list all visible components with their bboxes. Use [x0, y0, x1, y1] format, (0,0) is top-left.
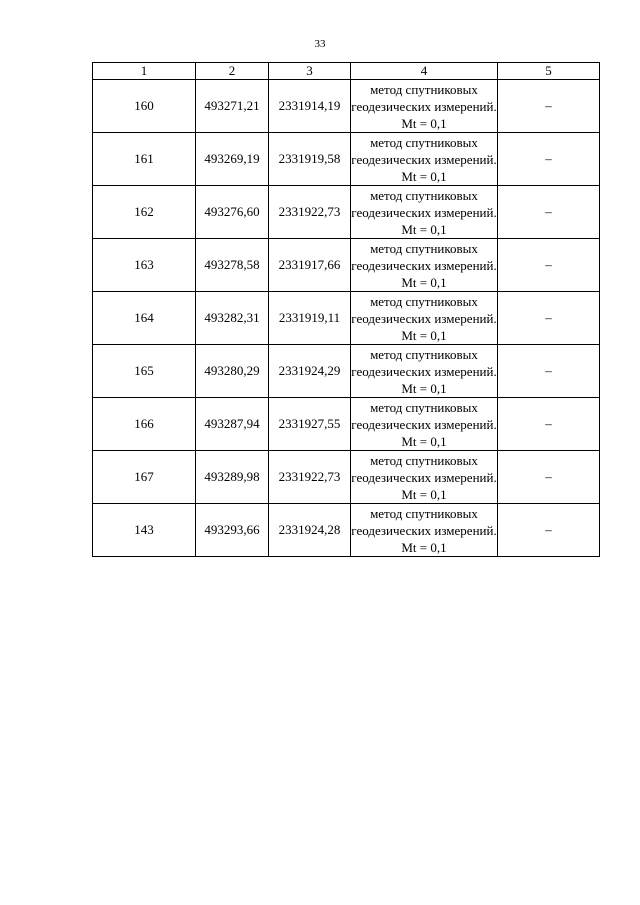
note-cell: – [498, 186, 600, 239]
point-number-cell: 162 [93, 186, 196, 239]
method-cell: метод спутниковых геодезических измерений. Mt = 0,1 [351, 134, 497, 184]
method-cell: метод спутниковых геодезических измерений. Mt = 0,1 [351, 505, 497, 555]
note-cell: – [498, 345, 600, 398]
column-header: 3 [269, 63, 351, 80]
point-number-cell: 164 [93, 292, 196, 345]
x-coordinate-cell: 493276,60 [196, 186, 269, 239]
point-number-cell: 160 [93, 80, 196, 133]
table-row [93, 398, 600, 451]
method-cell: метод спутниковых геодезических измерений. Mt = 0,1 [351, 346, 497, 396]
x-coordinate-cell: 493271,21 [196, 80, 269, 133]
note-cell: – [498, 292, 600, 345]
y-coordinate-cell: 2331924,29 [269, 345, 351, 398]
note-cell: – [498, 80, 600, 133]
note-cell: – [498, 133, 600, 186]
note-cell: – [498, 239, 600, 292]
y-coordinate-cell: 2331919,11 [269, 292, 351, 345]
method-cell: метод спутниковых геодезических измерений. Mt = 0,1 [351, 240, 497, 290]
point-number-cell: 161 [93, 133, 196, 186]
y-coordinate-cell: 2331919,58 [269, 133, 351, 186]
y-coordinate-cell: 2331922,73 [269, 451, 351, 504]
point-number-cell: 165 [93, 345, 196, 398]
point-number-cell: 163 [93, 239, 196, 292]
point-number-cell: 167 [93, 451, 196, 504]
x-coordinate-cell: 493280,29 [196, 345, 269, 398]
page-number: 33 [314, 38, 326, 50]
table-row [93, 345, 600, 398]
x-coordinate-cell: 493278,58 [196, 239, 269, 292]
point-number-cell: 143 [93, 504, 196, 557]
table-row [93, 292, 600, 345]
table-row [93, 451, 600, 504]
table-row [93, 504, 600, 557]
column-header: 5 [498, 63, 600, 80]
method-cell: метод спутниковых геодезических измерений. Mt = 0,1 [351, 452, 497, 502]
point-number-cell: 166 [93, 398, 196, 451]
coordinates-table [92, 62, 600, 557]
x-coordinate-cell: 493269,19 [196, 133, 269, 186]
column-header: 2 [196, 63, 269, 80]
x-coordinate-cell: 493287,94 [196, 398, 269, 451]
method-cell: метод спутниковых геодезических измерений. Mt = 0,1 [351, 399, 497, 449]
y-coordinate-cell: 2331917,66 [269, 239, 351, 292]
y-coordinate-cell: 2331922,73 [269, 186, 351, 239]
y-coordinate-cell: 2331927,55 [269, 398, 351, 451]
table-row [93, 186, 600, 239]
column-header: 1 [93, 63, 196, 80]
x-coordinate-cell: 493289,98 [196, 451, 269, 504]
table-row [93, 133, 600, 186]
column-header: 4 [351, 63, 498, 80]
y-coordinate-cell: 2331914,19 [269, 80, 351, 133]
table-row [93, 239, 600, 292]
method-cell: метод спутниковых геодезических измерений. Mt = 0,1 [351, 81, 497, 131]
note-cell: – [498, 504, 600, 557]
table-row [93, 80, 600, 133]
y-coordinate-cell: 2331924,28 [269, 504, 351, 557]
x-coordinate-cell: 493282,31 [196, 292, 269, 345]
note-cell: – [498, 451, 600, 504]
x-coordinate-cell: 493293,66 [196, 504, 269, 557]
note-cell: – [498, 398, 600, 451]
table-header-row [93, 63, 600, 80]
method-cell: метод спутниковых геодезических измерений. Mt = 0,1 [351, 187, 497, 237]
method-cell: метод спутниковых геодезических измерений. Mt = 0,1 [351, 293, 497, 343]
